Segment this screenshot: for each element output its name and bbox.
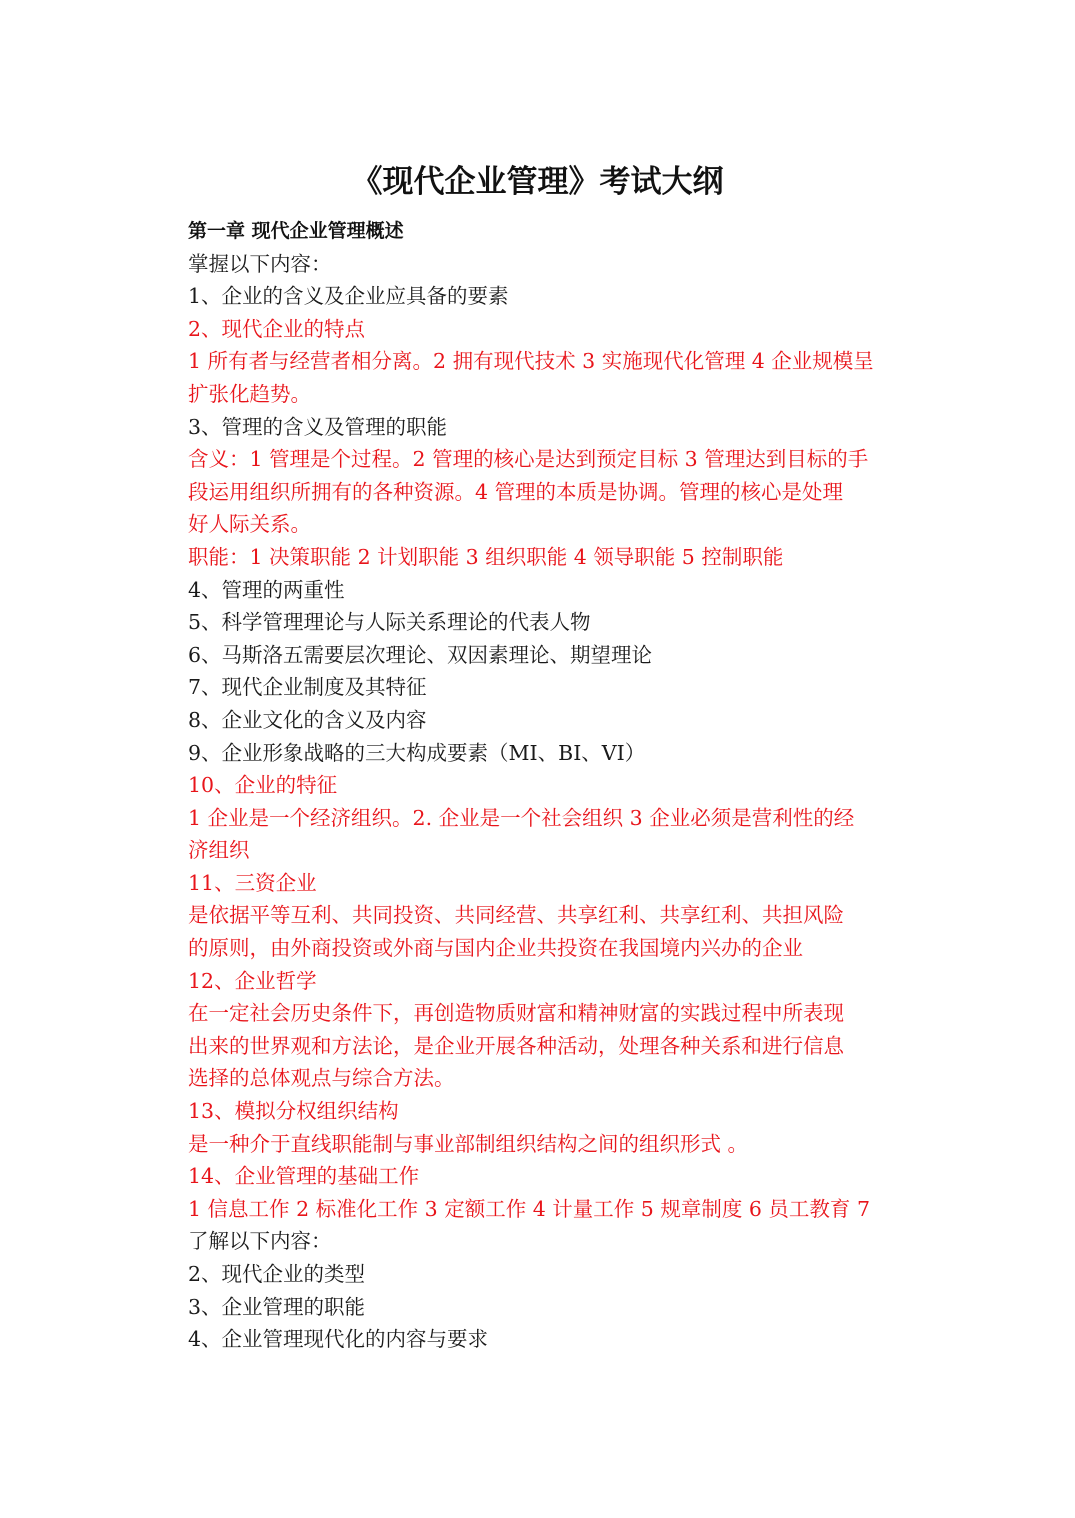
outline-line: 的原则，由外商投资或外商与国内企业共投资在我国境内兴办的企业 bbox=[188, 936, 803, 961]
outline-line: 扩张化趋势。 bbox=[188, 381, 311, 406]
outline-line: 3、企业管理的职能 bbox=[188, 1294, 366, 1319]
document-title: 《现代企业管理》考试大纲 bbox=[351, 164, 724, 200]
outline-line: 10、企业的特征 bbox=[188, 773, 338, 798]
outline-line: 2、现代企业的特点 bbox=[188, 316, 366, 341]
outline-line: 职能：1 决策职能 2 计划职能 3 组织职能 4 领导职能 5 控制职能 bbox=[188, 544, 784, 569]
outline-line: 4、企业管理现代化的内容与要求 bbox=[188, 1327, 489, 1352]
outline-line: 选择的总体观点与综合方法。 bbox=[188, 1066, 455, 1091]
outline-line: 13、模拟分权组织结构 bbox=[188, 1099, 399, 1124]
outline-line: 1 信息工作 2 标准化工作 3 定额工作 4 计量工作 5 规章制度 6 员工教育 7 bbox=[188, 1196, 870, 1221]
outline-line: 9、企业形象战略的三大构成要素（MI、BI、VI） bbox=[188, 740, 646, 765]
outline-line: 2、现代企业的类型 bbox=[188, 1262, 366, 1286]
outline-line: 济组织 bbox=[188, 838, 250, 863]
outline-line: 14、企业管理的基础工作 bbox=[188, 1164, 420, 1189]
outline-line: 8、企业文化的含义及内容 bbox=[188, 707, 427, 732]
chapter-heading: 第一章 现代企业管理概述 bbox=[188, 220, 404, 242]
outline-lines bbox=[188, 248, 892, 1356]
outline-line: 3、管理的含义及管理的职能 bbox=[188, 414, 448, 439]
outline-line: 出来的世界观和方法论，是企业开展各种活动，处理各种关系和进行信息 bbox=[188, 1033, 844, 1058]
outline-line: 在一定社会历史条件下，再创造物质财富和精神财富的实践过程中所表现 bbox=[188, 1001, 844, 1026]
outline-line: 掌握以下内容： bbox=[188, 251, 332, 276]
document-body bbox=[188, 215, 892, 1356]
outline-line: 1 企业是一个经济组织。2. 企业是一个社会组织 3 企业必须是营利性的经 bbox=[188, 805, 855, 830]
outline-line: 7、现代企业制度及其特征 bbox=[188, 675, 427, 700]
outline-line: 是一种介于直线职能制与事业部制组织结构之间的组织形式 。 bbox=[188, 1131, 749, 1156]
outline-line: 段运用组织所拥有的各种资源。4 管理的本质是协调。管理的核心是处理 bbox=[188, 479, 844, 504]
outline-line: 1、企业的含义及企业应具备的要素 bbox=[188, 284, 509, 309]
outline-line: 含义：1 管理是个过程。2 管理的核心是达到预定目标 3 管理达到目标的手 bbox=[188, 447, 869, 472]
outline-line: 6、马斯洛五需要层次理论、双因素理论、期望理论 bbox=[188, 642, 653, 667]
outline-line: 了解以下内容： bbox=[188, 1229, 332, 1254]
outline-line: 11、三资企业 bbox=[188, 870, 317, 895]
outline-line: 5、科学管理理论与人际关系理论的代表人物 bbox=[188, 610, 591, 635]
outline-line: 是依据平等互利、共同投资、共同经营、共享红利、共享红利、共担风险 bbox=[188, 903, 844, 928]
outline-line: 4、管理的两重性 bbox=[188, 577, 345, 602]
outline-line: 1 所有者与经营者相分离。2 拥有现代技术 3 实施现代化管理 4 企业规模呈 bbox=[188, 349, 874, 374]
outline-line: 12、企业哲学 bbox=[188, 968, 317, 993]
outline-line: 好人际关系。 bbox=[188, 512, 311, 537]
